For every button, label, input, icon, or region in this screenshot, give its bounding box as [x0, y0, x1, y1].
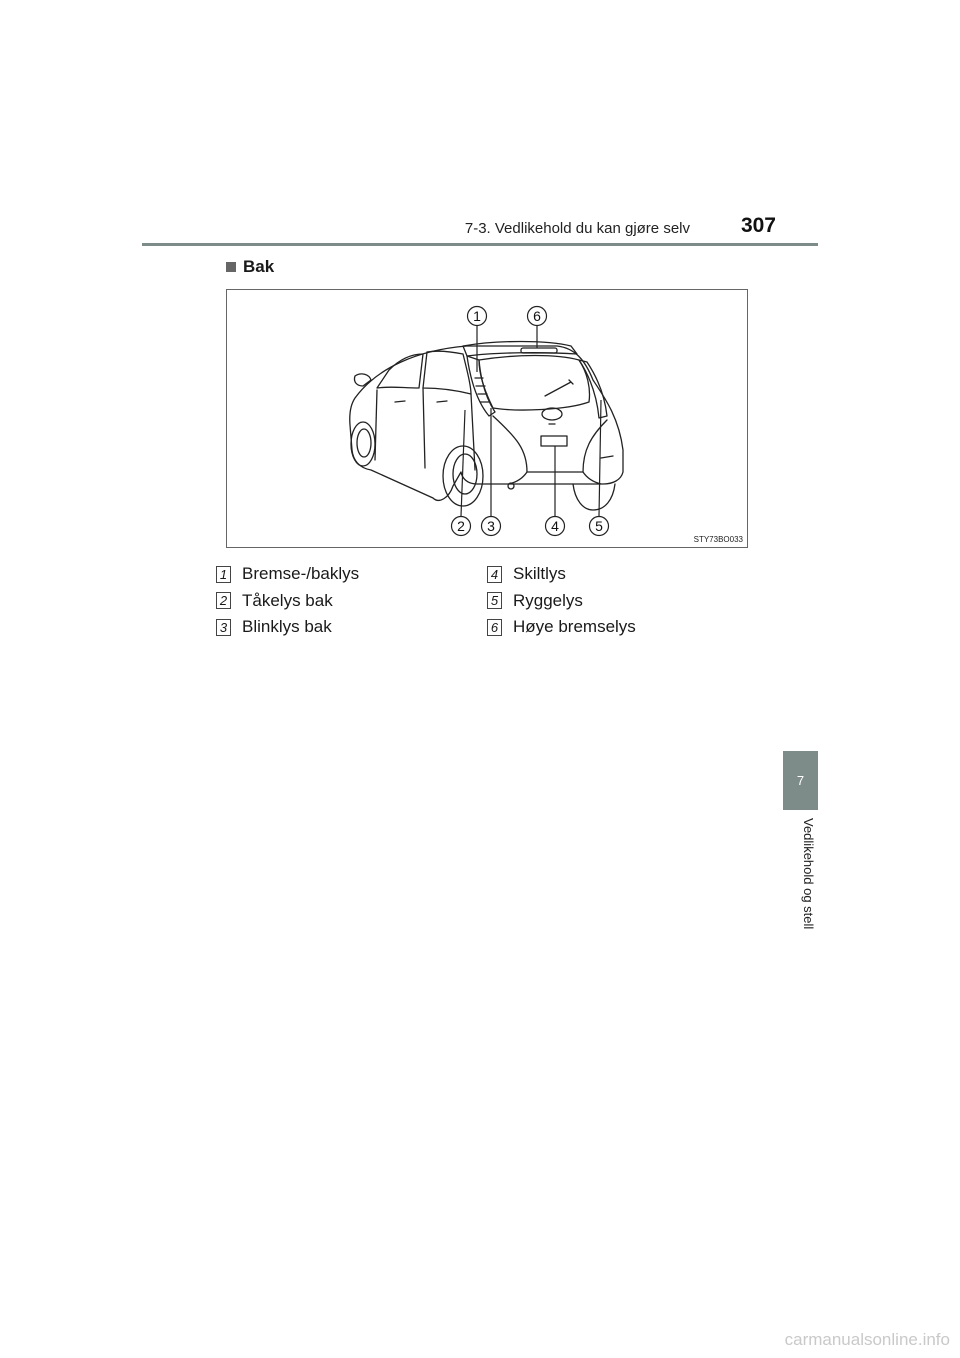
legend-label: Ryggelys [513, 590, 583, 610]
callout-1 [468, 307, 487, 326]
door-handle [395, 401, 447, 402]
running-header: 7-3. Vedlikehold du kan gjøre selv [464, 220, 690, 237]
door-line [375, 388, 475, 470]
svg-text:3: 3 [487, 518, 495, 534]
svg-text:2: 2 [457, 518, 465, 534]
leader-line-2 [461, 410, 465, 516]
callout-4 [546, 517, 565, 536]
page-number: 307 [740, 214, 776, 237]
legend-number: 4 [487, 566, 502, 583]
license-plate-area [541, 436, 567, 446]
rear-windshield [479, 356, 590, 411]
legend-label: Tåkelys bak [242, 590, 333, 610]
side-mirror [354, 374, 371, 386]
legend-number: 5 [487, 592, 502, 609]
watermark: carmanualsonline.info [784, 1330, 950, 1349]
svg-text:4: 4 [551, 518, 559, 534]
legend-number: 2 [216, 592, 231, 609]
legend-item [216, 588, 359, 615]
legend-item [487, 561, 636, 588]
rear-emblem [542, 408, 562, 420]
figure-code: STY73BO033 [693, 535, 743, 544]
rear-wheel-right [573, 484, 615, 510]
legend-label: Høye bremselys [513, 617, 636, 637]
legend-item [487, 614, 636, 641]
rear-wiper [545, 380, 573, 396]
roof-spoiler [463, 342, 577, 357]
legend-label: Blinklys bak [242, 617, 332, 637]
legend-number: 6 [487, 619, 502, 636]
chapter-title: Vedlikehold og stell [801, 818, 816, 930]
callout-3 [482, 517, 501, 536]
callout-2 [452, 517, 471, 536]
legend-label: Bremse-/baklys [242, 564, 360, 584]
legend-number: 1 [216, 566, 231, 583]
callout-5 [590, 517, 609, 536]
legend-number: 3 [216, 619, 231, 636]
legend-label: Skiltlys [513, 564, 566, 584]
header-rule [142, 243, 818, 246]
square-bullet-icon [226, 262, 236, 272]
svg-text:5: 5 [595, 518, 603, 534]
rear-view-figure [226, 289, 748, 548]
legend-item [487, 588, 636, 615]
car-rear-illustration [227, 290, 749, 549]
legend-item [216, 561, 359, 588]
legend-column-left [216, 561, 359, 641]
legend-column-right [487, 561, 636, 641]
section-heading [226, 256, 274, 278]
svg-text:1: 1 [473, 308, 481, 324]
chapter-tab: 7 [783, 751, 818, 810]
reverse-lamp [601, 456, 613, 458]
legend-item [216, 614, 359, 641]
callout-6 [528, 307, 547, 326]
svg-text:6: 6 [533, 308, 541, 324]
side-window-rear [423, 351, 471, 394]
section-heading-text: Bak [243, 257, 275, 276]
